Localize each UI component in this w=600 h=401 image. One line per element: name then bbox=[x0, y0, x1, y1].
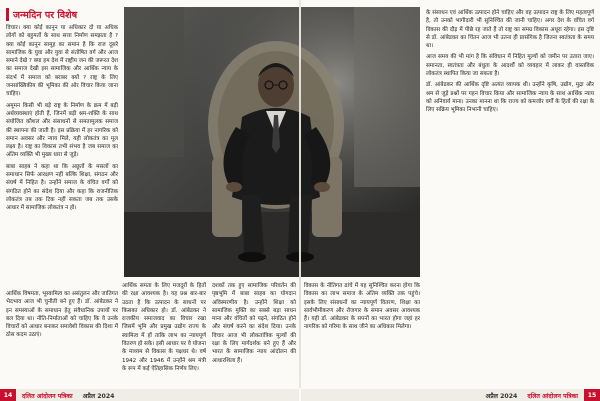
paragraph: आर्थिक विषमता, भूस्वामित्व का असंतुलन और जातिगत भेदभाव आज भी चुनौती बने हुए हैं। डॉ. आंबेडकर ने इन समस्याओं के समाधान हेतु संवैधानिक उपायों पर बल दिया था। नीति-निर्माताओं को चाहिए कि वे उनके विचारों को आधार बनाकर समावेशी विकास की दिशा में ठोस कदम उठाएं। bbox=[6, 291, 118, 339]
magazine-name: दलित आंदोलन पत्रिका bbox=[527, 392, 578, 400]
paragraph: अमूमन किसी भी बड़े राष्ट्र के निर्माण के क्रम में बड़ी अर्थव्यवस्थाएं होती हैं, जिनमें बड़ी श्रम-शक्ति के साथ संयोजित कौशल और संसाधनों से समतामूलक समाज की स्थापना की जाती है। इस प्रक्रिया में हर नागरिक को समान अवसर और न्याय मिले, यही लोकतंत्र का मूल लक्ष्य है। राष्ट्र का विकास तभी संभव है जब समाज का अंतिम व्यक्ति भी मुख्य धारा से जुड़े। bbox=[6, 102, 118, 159]
page-gutter bbox=[299, 0, 301, 388]
paragraph: दशकों तक हुए सामाजिक परिवर्तन की पृष्ठभूमि में बाबा साहब का योगदान अविस्मरणीय है। उन्होंने शिक्षा को सामाजिक मुक्ति का सबसे बड़ा साधन माना और वंचितों को पढ़ने, संगठित होने और संघर्ष करने का संदेश दिया। उनके विचार आज भी लोकतांत्रिक मूल्यों की रक्षा के लिए मार्गदर्शक बने हुए हैं और भारत के सामाजिक न्याय आंदोलन की आधारशिला हैं। bbox=[212, 283, 296, 364]
column-right bbox=[426, 9, 594, 286]
paragraph: विकास के नीतिगत ढांचे में यह सुनिश्चित करना होगा कि विकास का लाभ समाज के अंतिम व्यक्ति तक पहुंचे। इसके लिए संसाधनों का न्यायपूर्ण वितरण, शिक्षा का सार्वभौमीकरण और रोजगार के समान अवसर आवश्यक हैं। यही डॉ. आंबेडकर के सपनों का भारत होगा जहां हर नागरिक को गरिमा के साथ जीने का अधिकार मिलेगा। bbox=[304, 283, 420, 331]
portrait-photo bbox=[124, 7, 420, 277]
footer-right bbox=[301, 389, 600, 401]
paragraph: आज समय की भी मांग है कि संविधान में निहित मूल्यों को जमीन पर उतारा जाए। समानता, स्वतंत्रता और बंधुता के आदर्शों को व्यवहार में लाकर ही वास्तविक लोकतंत्र स्थापित किया जा सकता है। bbox=[426, 54, 594, 78]
column-bottom-3 bbox=[304, 282, 420, 386]
footer-left bbox=[0, 389, 299, 401]
paragraph: विचार। क्या कोई कानून या अधिकार दो या अधिक लोगों को बहुमतों के साथ सत्ता निर्माण समझता है ? क्या कोई कानून सामूह का समान है कि राज दूसरे सामाजिक के युवा और युवा से संतोषित वर्ग और आज समाने देखे ? क्या हम देश में राष्ट्रीय जन की जरूरत देश का समाज देखी इस सामाजिक और आर्थिक न्याय के संदर्भ में समाज को बराबर क्यों ? राष्ट्र के लिए जनसांख्यिकीय की भूमिका की ओर विचार किया जाना चाहिए। bbox=[6, 25, 118, 98]
section-title: जन्मदिन पर विशेष bbox=[13, 9, 78, 21]
paragraph: आर्थिक समता के लिए मजदूरों के हितों की रक्षा आवश्यक है। यह प्रश्न बार-बार उठता है कि उत्पादन के साधनों पर किसका अधिकार हो। डॉ. आंबेडकर ने राजकीय समाजवाद का विचार रखा जिसमें भूमि और प्रमुख उद्योग राज्य के स्वामित्व में हों ताकि लाभ का न्यायपूर्ण वितरण हो सके। इसी आधार पर वे योजना के माध्यम से विकास के पक्षधर थे। वर्ष 1942 और 1946 में उन्होंने श्रम मंत्री के रूप में कई ऐतिहासिक निर्णय लिए। bbox=[122, 283, 206, 372]
page-number: 15 bbox=[584, 389, 600, 401]
paragraph: के संसाधन एवं आर्थिक उत्पादन होने चाहिए और वह उत्पादन राष्ट्र के लिए महत्वपूर्ण है, तो उनको भागीदारी भी सुनिश्चित की जानी चाहिए। अगर देश के वंचित वर्ग विकास की दौड़ में पीछे रह जाते हैं तो राष्ट्र का समग्र विकास अधूरा रहेगा। इस दृष्टि से डॉ. आंबेडकर का चिंतन आज भी उतना ही प्रासंगिक है जितना स्वतंत्रता के समय था। bbox=[426, 10, 594, 50]
column-left bbox=[6, 24, 118, 286]
magazine-name: दलित आंदोलन पत्रिका bbox=[22, 392, 73, 400]
paragraph: बाबा साहब ने कहा था कि अछूतों के मसलों का समाधान सिर्फ आरक्षण नहीं बल्कि शिक्षा, संगठन और संघर्ष में निहित है। उन्होंने समाज के वंचित वर्गों को संगठित होने का संदेश दिया और कहा कि राजनीतिक लोकतंत्र तब तक टिक नहीं सकता जब तक उसके आधार में सामाजिक लोकतंत्र न हो। bbox=[6, 163, 118, 212]
paragraph: डॉ. आंबेडकर की आर्थिक दृष्टि अत्यंत व्यापक थी। उन्होंने कृषि, उद्योग, मुद्रा और श्रम से जुड़े प्रश्नों पर गहन विचार किया और सामाजिक न्याय के साथ आर्थिक न्याय को अनिवार्य माना। उनका मानना था कि राज्य को कमजोर वर्गों के हितों की रक्षा के लिए सक्रिय भूमिका निभानी चाहिए। bbox=[426, 82, 594, 114]
page-number: 14 bbox=[0, 389, 16, 401]
section-marker bbox=[6, 8, 9, 21]
section-header bbox=[6, 6, 77, 22]
portrait-illustration bbox=[124, 7, 420, 277]
column-bottom-4 bbox=[6, 290, 118, 386]
issue-date: अप्रैल 2024 bbox=[485, 392, 518, 400]
issue-date: अप्रैल 2024 bbox=[82, 392, 115, 400]
column-bottom-1 bbox=[122, 282, 206, 386]
column-bottom-2 bbox=[212, 282, 296, 386]
